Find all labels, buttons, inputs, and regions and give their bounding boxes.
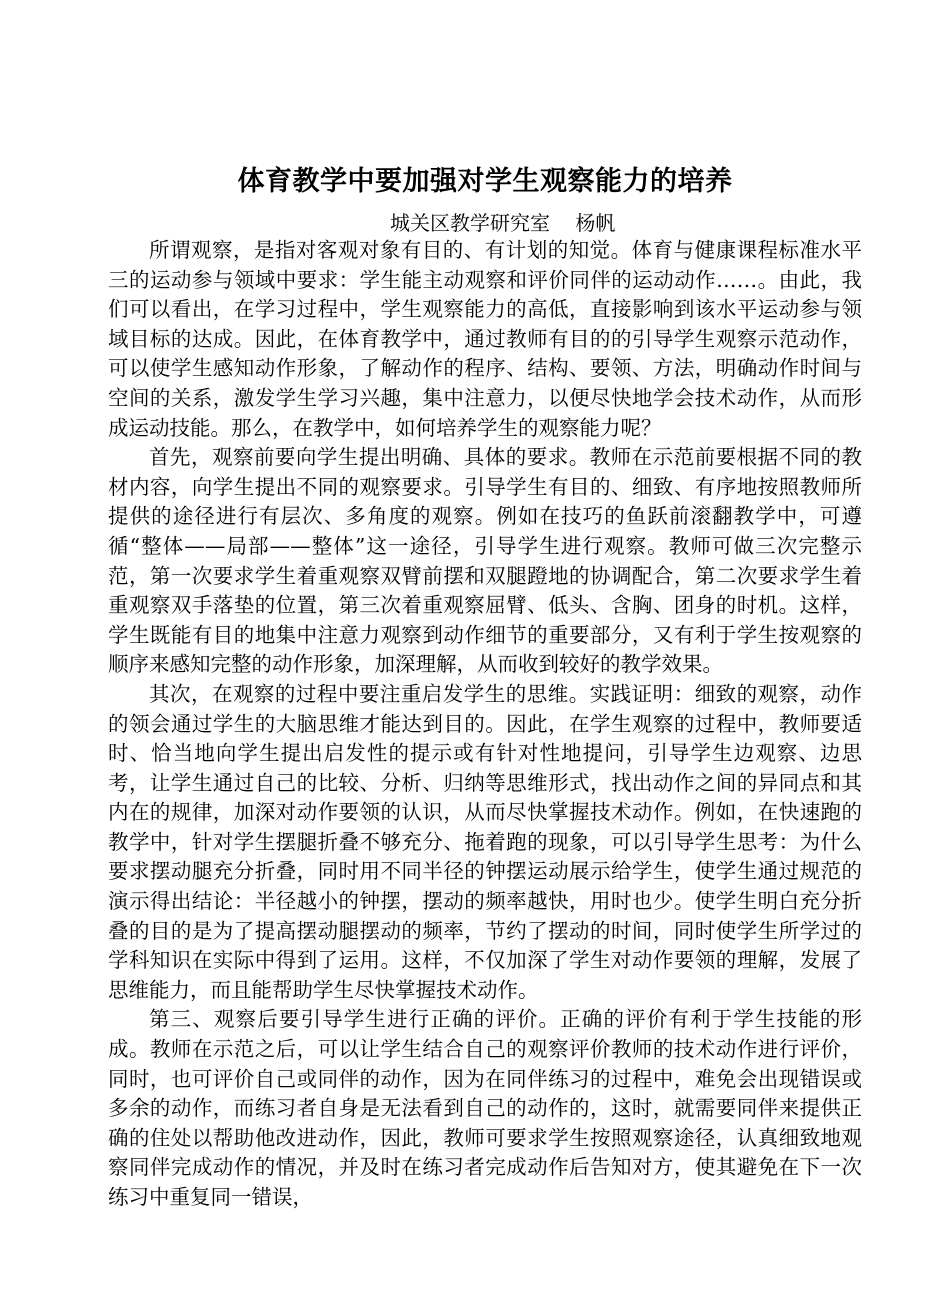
document-title: 体育教学中要加强对学生观察能力的培养	[237, 166, 733, 197]
paragraph-intro: 所谓观察，是指对客观对象有目的、有计划的知觉。体育与健康课程标准水平三的运动参与领域中要求：学生能主动观察和评价同伴的运动动作……。由此，我们可以看出，在学习过程中，学生观察能力的高低，直接影响到该水平运动参与领域目标的达成。因此，在体育教学中，通过教师有目的的引导学生观察示范动作，可以使学生感知动作形象，了解动作的程序、结构、要领、方法，明确动作时间与空间的关系，激发学生学习兴趣，集中注意力，以便尽快地学会技术动作，从而形成运动技能。那么，在教学中，如何培养学生的观察能力呢？	[108, 238, 862, 440]
paragraph-third-point: 第三、观察后要引导学生进行正确的评价。正确的评价有利于学生技能的形成。教师在示范之后，可以让学生结合自己的观察评价教师的技术动作进行评价，同时，也可评价自己或同伴的动作，因为在同伴练习的过程中，难免会出现错误或多余的动作，而练习者自身是无法看到自己的动作的，这时，就需要同伴来提供正确的住处以帮助他改进动作，因此，教师可要求学生按照观察途径，认真细致地观察同伴完成动作的情况，并及时在练习者完成动作后告知对方，使其避免在下一次练习中重复同一错误，	[108, 1007, 862, 1209]
document-page	[108, 162, 862, 1213]
paragraph-second-point: 其次，在观察的过程中要注重启发学生的思维。实践证明：细致的观察，动作的领会通过学生的大脑思维才能达到目的。因此，在学生观察的过程中，教师要适时、恰当地向学生提出启发性的提示或有针对性地提问，引导学生边观察、边思考，让学生通过自己的比较、分析、归纳等思维形式，找出动作之间的异同点和其内在的规律，加深对动作要领的认识，从而尽快掌握技术动作。例如，在快速跑的教学中，针对学生摆腿折叠不够充分、拖着跑的现象，可以引导学生思考：为什么要求摆动腿充分折叠，同时用不同半径的钟摆运动展示给学生，使学生通过规范的演示得出结论：半径越小的钟摆，摆动的频率越快，用时也少。使学生明白充分折叠的目的是为了提高摆动腿摆动的频率，节约了摆动的时间，同时使学生所学过的学科知识在实际中得到了运用。这样，不仅加深了学生对动作要领的理解，发展了思维能力，而且能帮助学生尽快掌握技术动作。	[108, 681, 862, 1002]
paragraph-first-point: 首先，观察前要向学生提出明确、具体的要求。教师在示范前要根据不同的教材内容，向学生提出不同的观察要求。引导学生有目的、细致、有序地按照教师所提供的途径进行有层次、多角度的观察。例如在技巧的鱼跃前滚翻教学中，可遵循“整体——局部——整体”这一途径，引导学生进行观察。教师可做三次完整示范，第一次要求学生着重观察双臂前摆和双腿蹬地的协调配合，第二次要求学生着重观察双手落垫的位置，第三次着重观察屈臂、低头、含胸、团身的时机。这样，学生既能有目的地集中注意力观察到动作细节的重要部分，又有利于学生按观察的顺序来感知完整的动作形象，加深理解，从而收到较好的教学效果。	[108, 445, 862, 677]
author-line: 城关区教学研究室 杨帆	[390, 211, 616, 235]
